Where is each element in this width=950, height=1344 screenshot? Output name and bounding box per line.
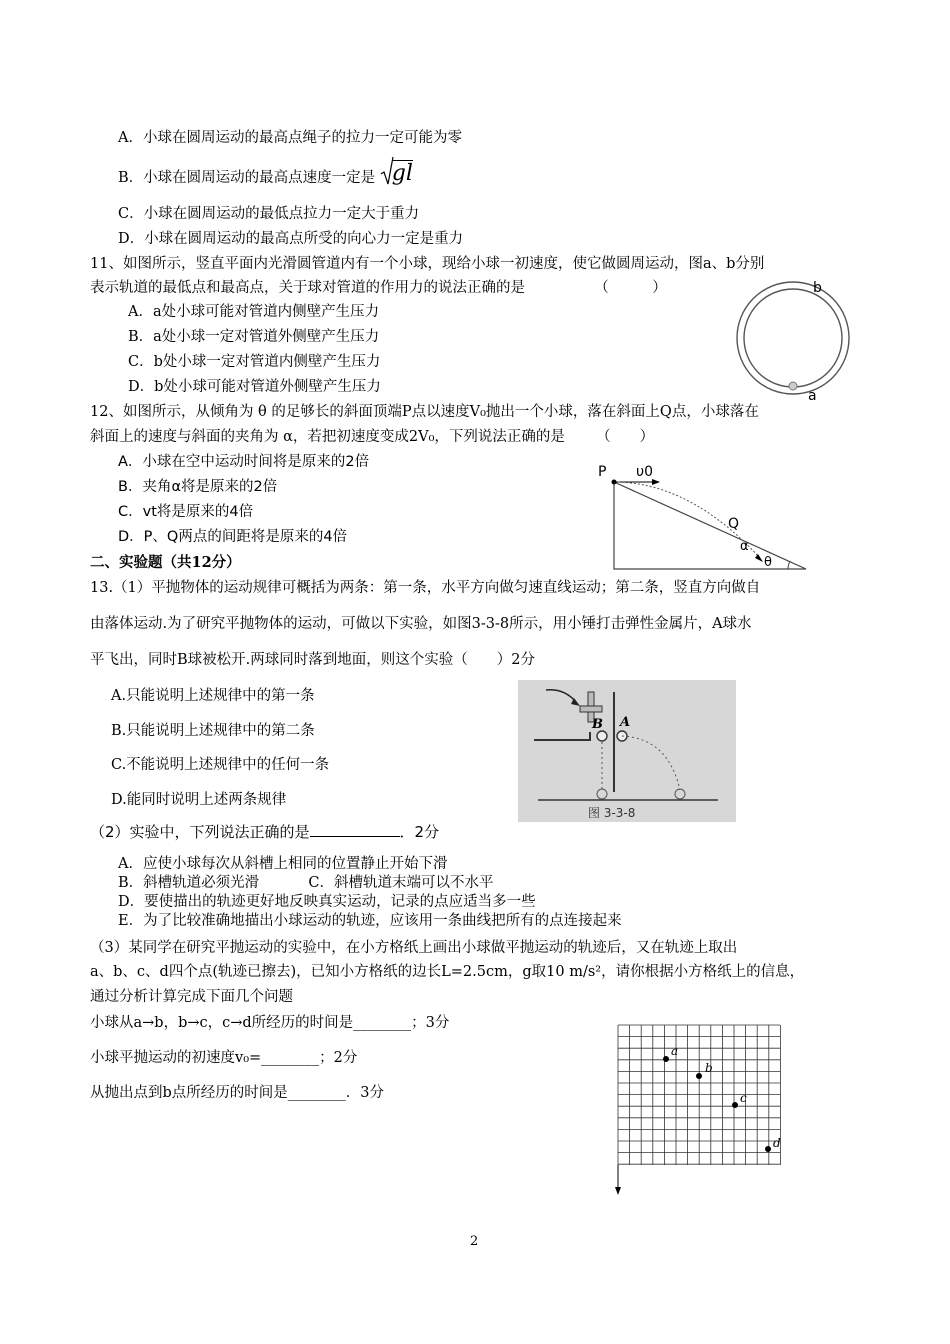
q13-part2-option-c: C．斜槽轨道末端可以不水平 [308,875,494,891]
q12-option-b: B．夹角α将是原来的2倍 [118,479,278,495]
q13-part3-line3: 通过分析计算完成下面几个问题 [90,989,293,1005]
q13-question-v0: 小球平抛运动的初速度v₀=________；2分 [90,1050,358,1066]
q13-part3-line2: a、b、c、d四个点(轨迹已擦去)，已知小方格纸的边长L=2.5cm，g取10 m/s²，请你根据小方格纸上的信息， [90,964,805,980]
q12-option-c: C．vt将是原来的4倍 [118,504,254,520]
q10-option-b [118,161,413,188]
fig-label-a: A [620,715,631,730]
q13-part3-line1: （3）某同学在研究平抛运动的实验中，在小方格纸上画出小球做平抛运动的轨迹后，又在轨迹上取出 [90,940,738,956]
q11-option-c: C．b处小球一定对管道内侧壁产生压力 [128,354,381,370]
grid-label-b: b [705,1061,713,1075]
q13-part1-line2: 由落体运动.为了研究平抛物体的运动，可做以下实验，如图3-3-8所示，用小锤打击弹性金属片，A球水 [90,616,752,632]
q10-option-b-text: B．小球在圆周运动的最高点速度一定是 [118,170,376,186]
q13-part2-option-bc [118,874,493,892]
label-p: P [598,464,607,480]
q12-option-d: D．P、Q两点的间距将是原来的4倍 [118,529,348,545]
label-b: b [813,280,822,296]
fig-label-b: B [592,717,603,732]
q10-option-a: A．小球在圆周运动的最高点绳子的拉力一定可能为零 [118,130,462,146]
grid-label-a: a [671,1044,679,1058]
q11-stem-text: 表示轨道的最低点和最高点，关于球对管道的作用力的说法正确的是 [90,280,525,296]
q13-question-time: 小球从a→b，b→c，c→d所经历的时间是________；3分 [90,1015,450,1031]
q12-option-a: A．小球在空中运动时间将是原来的2倍 [118,454,370,470]
q10-option-c: C．小球在圆周运动的最低点拉力一定大于重力 [118,206,420,222]
q12-stem-text: 斜面上的速度与斜面的夹角为 α，若把初速度变成2V₀，下列说法正确的是 [90,429,565,445]
q13-part2-option-d: D．要使描出的轨迹更好地反映真实运动，记录的点应适当多一些 [118,894,536,910]
sqrt-radicand: gl [391,161,413,186]
q13-part1-option-c: C.不能说明上述规律中的任何一条 [111,757,330,773]
incline-projectile-figure [590,458,820,573]
q13-part2-score: ．2分 [399,823,440,841]
q13-part2-option-e: E．为了比较准确地描出小球运动的轨迹，应该用一条曲线把所有的点连接起来 [118,913,622,929]
q13-question-tb: 从抛出点到b点所经历的时间是________．3分 [90,1085,385,1101]
answer-blank [310,822,400,837]
section-heading: 二、实验题（共12分） [90,554,241,571]
q13-part2-stem-text: （2）实验中，下列说法正确的是 [90,823,310,841]
fig-caption: 图 3-3-8 [588,806,636,820]
q11-stem-line1: 11、如图所示，竖直平面内光滑圆管道内有一个小球，现给小球一初速度，使它做圆周运动，图a、b分别 [90,256,765,272]
page-number: 2 [470,1234,479,1249]
grid-paper-figure [608,1015,794,1197]
q13-part1-option-b: B.只能说明上述规律中的第二条 [111,723,315,739]
q11-option-d: D．b处小球可能对管道外侧壁产生压力 [128,379,381,395]
q13-part2-stem [90,822,439,842]
q10-option-d: D．小球在圆周运动的最高点所受的向心力一定是重力 [118,231,464,247]
label-alpha: α [740,539,749,554]
q13-part2-option-b: B．斜槽轨道必须光滑 [118,875,260,891]
q13-part1-option-d: D.能同时说明上述两条规律 [111,792,287,808]
q12-stem-line1: 12、如图所示，从倾角为 θ 的足够长的斜面顶端P点以速度V₀抛出一个小球，落在斜面上Q点，小球落在 [90,404,759,420]
circular-tube-figure [735,276,855,402]
label-v0: υ0 [636,464,654,480]
q13-part1-line3: 平飞出，同时B球被松开.两球同时落到地面，则这个实验（ ）2分 [90,652,535,668]
q11-option-b: B．a处小球一定对管道外侧壁产生压力 [128,329,380,345]
q13-part1-line1: 13.（1）平抛物体的运动规律可概括为两条：第一条，水平方向做匀速直线运动；第二条，竖直方向做自 [90,580,761,596]
label-q: Q [728,516,740,532]
q11-stem-line2 [90,278,667,298]
q11-option-a: A．a处小球可能对管道内侧壁产生压力 [128,304,380,320]
grid-lines [618,1025,780,1165]
point-d [765,1146,771,1152]
grid-label-c: c [740,1091,747,1105]
q12-answer-paren: （ ） [596,429,655,445]
grid-label-d: d [773,1136,781,1150]
point-c [732,1102,738,1108]
point-a [663,1056,669,1062]
q13-part2-option-a: A．应使小球每次从斜槽上相同的位置静止开始下滑 [118,856,448,872]
q12-stem-line2 [90,427,654,447]
sqrt-expression [380,161,413,188]
point-b [696,1073,702,1079]
ball-icon [789,382,797,390]
q13-part1-option-a: A.只能说明上述规律中的第一条 [111,688,315,704]
q11-answer-paren: （ ） [594,280,667,296]
label-a: a [808,388,817,402]
label-theta: θ [764,555,772,570]
apparatus-photo-figure [518,680,736,822]
